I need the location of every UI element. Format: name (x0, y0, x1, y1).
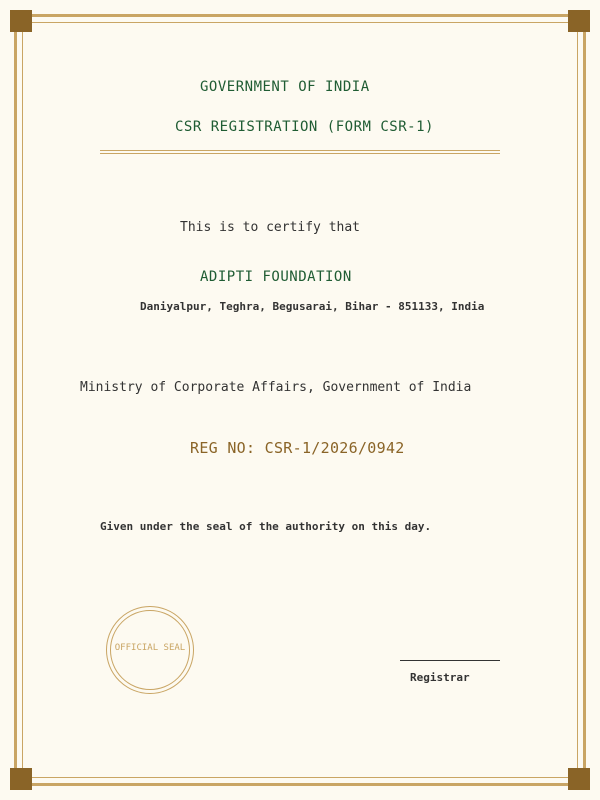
signature-line (400, 660, 500, 661)
header-divider-bottom (100, 153, 500, 154)
certificate-title: GOVERNMENT OF INDIA (200, 79, 370, 95)
header-divider-top (100, 150, 500, 151)
corner-ornament-bottom-right (568, 768, 590, 790)
corner-ornament-bottom-left (10, 768, 32, 790)
certificate-subtitle: CSR REGISTRATION (FORM CSR-1) (175, 119, 434, 135)
corner-ornament-top-right (568, 10, 590, 32)
issuing-authority: Ministry of Corporate Affairs, Government of India (80, 380, 472, 395)
signatory-label: Registrar (410, 671, 470, 684)
registration-number: REG NO: CSR-1/2026/0942 (190, 439, 405, 457)
corner-ornament-top-left (10, 10, 32, 32)
certify-statement: This is to certify that (180, 220, 361, 235)
certificate-inner-border (22, 22, 578, 778)
given-under-seal-statement: Given under the seal of the authority on this day. (100, 520, 432, 533)
official-seal-text: OFFICIAL SEAL (114, 643, 186, 653)
organization-name: ADIPTI FOUNDATION (200, 269, 352, 285)
organization-address: Daniyalpur, Teghra, Begusarai, Bihar - 851133, India (140, 300, 485, 313)
